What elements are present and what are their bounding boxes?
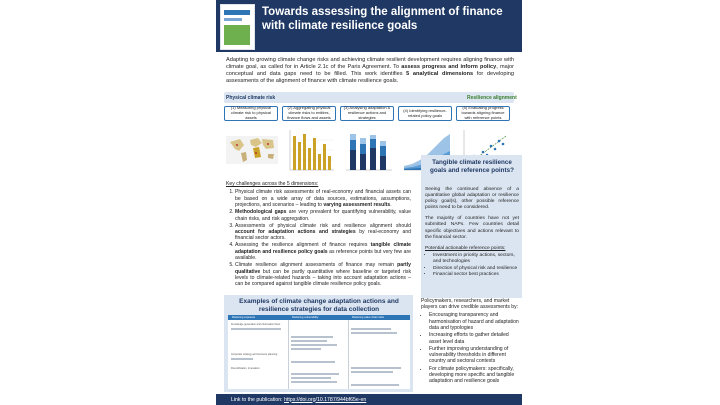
row-label: Diversification, Innovation [231,367,260,370]
band-label-physical-risk: Physical climate risk [226,94,276,101]
poster-title: Towards assessing the alignment of finance with climate resilience goals [262,6,503,32]
dimension-2-label: (2) Aggregating physical climate risks to entities, finance flows and assets [282,106,336,121]
key-challenges-heading: Key challenges across the 5 dimensions: [226,181,319,187]
row-label: Corporate strategy and business planning [231,353,278,356]
challenge-item: 5. Climate resilience alignment assessments of finance may remain partly qualitative but can be partly quantitative where baseline or targeted risk levels to climate-related hazards – taking into account adaptation actions – can be compared against tangible climate resilience policy goals. [235,262,411,287]
examples-table [228,315,410,389]
policymakers-section [421,298,520,386]
reference-point-item: • Investment in priority actions, sectors, and technologies [433,253,519,265]
key-challenges [226,181,411,288]
row-label: Knowledge generation and information flows [231,323,281,326]
column-divider [288,320,289,389]
bar-chart-icon [284,126,336,174]
world-map-icon [226,126,278,174]
publication-link[interactable]: https://doi.org/10.1787/944bf65e-en [284,396,367,403]
reference-points-body [425,187,519,279]
policymakers-item: • Encouraging transparency and harmonisation of hazard and adaptation data and typologies [429,312,520,331]
column-divider [348,320,349,389]
reference-points-subheading: Potential actionable reference points: [425,245,506,251]
reference-points-paragraph-2: The majority of countries have not yet submitted NAPs. Few countries detail specific objectives and actions relevant to the financial sector. [425,216,519,240]
challenge-item: 4. Assessing the resilience alignment of finance requires tangible climate adaptation and resilience policy goals as reference points but very few are available. [235,242,411,261]
reference-points-title: Tangible climate resilience goals and reference points? [430,159,514,174]
reference-point-item: • Financial sector best practices [433,272,519,278]
dimension-3 [340,106,396,178]
publication-link-line [231,397,366,403]
poster [216,0,522,405]
policymakers-list [421,312,520,384]
column-header: Reducing exposure [232,315,256,319]
dimension-3-label: (3) Analysing adaptation & resilience actions and strategies [340,106,394,121]
policymakers-item: • Increasing efforts to gather detailed asset level data [429,332,520,344]
stacked-bars-icon [342,126,394,174]
challenge-item: 3. Assessments of physical climate risk and resilience alignment should account for adaptation actions and strategies by real-economy and financial sector actors. [235,223,411,242]
examples-table-header [228,315,410,320]
dimension-1-label: (1) Measuring physical climate risk to physical assets [224,106,278,121]
report-cover-thumbnail [220,4,255,50]
column-header: Reducing value chain risks [352,315,384,319]
dimension-2 [282,106,338,178]
dimension-1 [224,106,280,178]
reference-points-paragraph-1: Seeing the continued absence of a quantitative global adaptation or resilience policy goal(s), other possible reference points need to be considered. [425,187,519,211]
policymakers-item: • For climate policymakers: specifically, developing more specific and tangible adaptation and resilience goals [429,366,520,385]
challenge-item: 2. Methodological gaps are very prevalent for quantifying vulnerability, value chain risks, and risk aggregation. [235,209,411,222]
policymakers-item: • Further improving understanding of vulnerability thresholds in different country and sectoral contexts [429,346,520,365]
reference-point-item: • Direction of physical risk and resilience [433,266,519,272]
dimension-4-label: (4) Identifying resilience-related policy goals [398,106,452,121]
column-header: Reducing vulnerability [292,315,319,319]
key-challenges-list [226,189,411,287]
policymakers-intro: Policymakers, researchers, and market players can drive credible assessments by: [421,298,519,311]
reference-points-list [425,253,519,278]
dimension-5-label: (5) Evaluating progress towards aligning finance with reference points [456,106,510,121]
publication-link-label: Link to the publication: [231,396,285,403]
challenge-item: 1. Physical climate risk assessments of real-economy and financial assets can be based on a wide array of data sources, estimations, assumptions, projections, and scenarios – leading to varying assessment results. [235,189,411,208]
examples-title: Examples of climate change adaptation actions and resilience strategies for data collection [239,298,399,313]
intro-paragraph: Adapting to growing climate change risks and achieving climate resilient development requires aligning finance with climate goal, as called for in Article 2.1c of the Paris Agreement. To assess progress and inform policy, major conceptual and data gaps need to be filled. This work identifies 5 analytical dimensions for developing assessments of the alignment of finance with climate resilience goals. [226,57,514,85]
band-label-resilience: Resilience alignment [467,94,517,101]
